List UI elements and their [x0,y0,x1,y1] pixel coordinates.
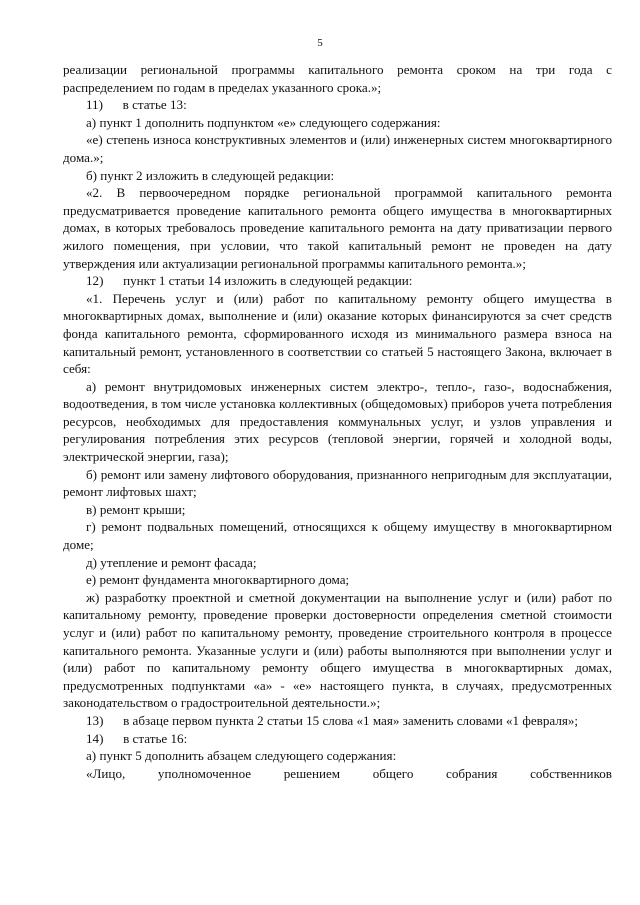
paragraph: г) ремонт подвальных помещений, относящихся к общему имуществу в многоквартирном доме; [63,519,612,553]
paragraph: 11) в статье 13: [86,97,187,113]
paragraph: 14) в статье 16: [86,730,188,746]
paragraph: б) пункт 2 изложить в следующей редакции: [86,167,335,183]
paragraph: а) пункт 5 дополнить абзацем следующего содержания: [86,748,397,764]
paragraph: «1. Перечень услуг и (или) работ по капитальному ремонту общего имущества в многоквартирных домах, выполнение и (или) оказание которых финансируются за счет средств фонда капитального ремонта, сформированного исходя из минимального размера взноса на капитальный ремонт, установленного в соответствии со статьей 5 настоящего Закона, включает в себя: [63,290,612,377]
paragraph: «е) степень износа конструктивных элементов и (или) инженерных систем многоквартирного дома.»; [63,132,612,165]
paragraph: в) ремонт крыши; [86,501,186,517]
paragraph: а) пункт 1 дополнить подпунктом «е» следующего содержания: [86,114,441,130]
paragraph: ж) разработку проектной и сметной документации на выполнение услуг и (или) работ по капитальному ремонту, проведение проверки достоверности определения сметной стоимости услуг и (или) работ по капитальному ремонту, проведение строительного контроля в процессе капитального ремонта. Указанные услуги и (или) работы выполняются при выполнении услуг и (или) работ по капитальному ремонту общего имущества в многоквартирных домах, предусмотренных подпунктами «а» - «е» настоящего пункта, в случаях, предусмотренных законодательством о градостроительной деятельности.»; [63,589,612,711]
paragraph: 13) в абзаце первом пункта 2 статьи 15 слова «1 мая» заменить словами «1 февраля»; [86,712,579,728]
paragraph: б) ремонт или замену лифтового оборудования, признанного непригодным для эксплуатации, ремонт лифтовых шахт; [63,466,612,500]
paragraph: д) утепление и ремонт фасада; [86,554,257,570]
paragraph: реализации региональной программы капитального ремонта сроком на три года с распределением по годам в пределах указанного срока.»; [63,62,612,95]
paragraph: «2. В первоочередном порядке региональной программой капитального ремонта предусматривается проведение капитального ремонта общего имущества в многоквартирных домах, в которых требовалось проведение капитального ремонта на дату приватизации первого жилого помещения, при условии, что такой капитальный ремонт не проведен на дату утверждения или актуализации региональной программы капитального ремонта.»; [63,185,612,271]
document-body [63,61,612,782]
paragraph: 12) пункт 1 статьи 14 изложить в следующей редакции: [86,273,413,289]
paragraph: е) ремонт фундамента многоквартирного дома; [86,572,350,588]
page-number: 5 [317,37,323,49]
paragraph: «Лицо, уполномоченное решением общего собрания собственников [86,765,612,781]
paragraph: а) ремонт внутридомовых инженерных систем электро-, тепло-, газо-, водоснабжения, водоотведения, в том числе установка коллективных (общедомовых) приборов учета потребления ресурсов, необходимых для предоставления коммунальных услуг, и узлов управления и регулирования потребления этих ресурсов (тепловой энергии, горячей и холодной воды, электрической энергии, газа); [63,378,612,465]
